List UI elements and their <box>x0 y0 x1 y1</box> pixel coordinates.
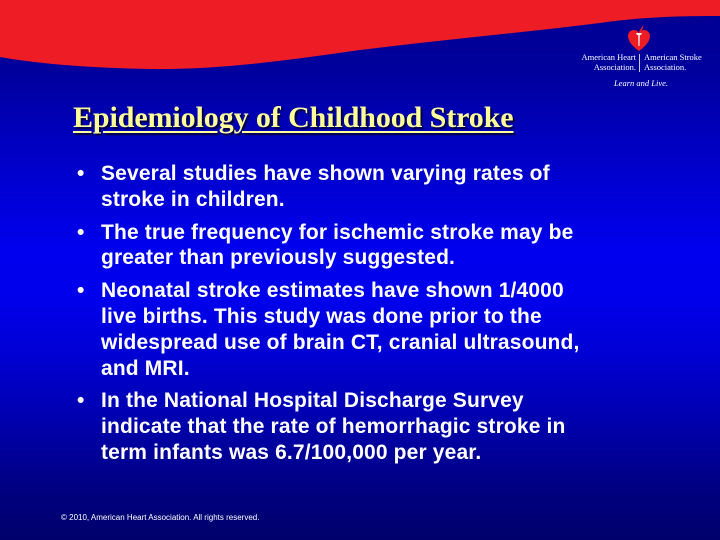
bullet-text-line: Neonatal stroke estimates have shown 1/4000 <box>101 279 564 303</box>
bullet-text-line: Several studies have shown varying rates of <box>101 162 550 185</box>
logo-tagline: Learn and Live. <box>613 78 669 88</box>
bullet-dot-icon: • <box>77 279 85 303</box>
aha-name-line1: American Heart <box>581 52 636 62</box>
bullet-item <box>77 220 697 272</box>
bullet-list <box>77 161 697 473</box>
bullet-dot-icon: • <box>77 162 85 185</box>
bullet-item <box>77 388 697 465</box>
copyright-footer: © 2010, American Heart Association. All rights reserved. <box>61 513 260 522</box>
bullet-text-line: greater than previously suggested. <box>101 246 456 270</box>
asa-name <box>640 53 702 72</box>
heart-torch-icon <box>628 24 650 52</box>
bullet-dot-icon: • <box>77 389 85 413</box>
aha-name <box>566 53 639 72</box>
logo-organization-names <box>566 53 716 72</box>
slide-title: Epidemiology of Childhood Stroke <box>73 101 514 134</box>
bullet-text-line: term infants was 6.7/100,000 per year. <box>101 440 482 464</box>
bullet-text-line: and MRI. <box>101 356 190 380</box>
asa-name-line1: American Stroke <box>644 52 702 62</box>
aha-name-line2: Association. <box>593 61 636 72</box>
asa-name-line2: Association. <box>644 61 687 72</box>
bullet-dot-icon: • <box>77 220 85 244</box>
bullet-text-line: indicate that the rate of hemorrhagic stroke in <box>101 415 566 439</box>
bullet-item <box>77 278 697 381</box>
aha-asa-logo <box>566 22 716 94</box>
bullet-text-line: stroke in children. <box>101 187 285 211</box>
bullet-item <box>77 161 697 213</box>
bullet-text-line: The true frequency for ischemic stroke may be <box>101 220 574 244</box>
bullet-text-line: In the National Hospital Discharge Survey <box>101 389 524 413</box>
bullet-text-line: widespread use of brain CT, cranial ultrasound, <box>101 330 580 354</box>
bullet-text-line: live births. This study was done prior to the <box>101 304 542 328</box>
